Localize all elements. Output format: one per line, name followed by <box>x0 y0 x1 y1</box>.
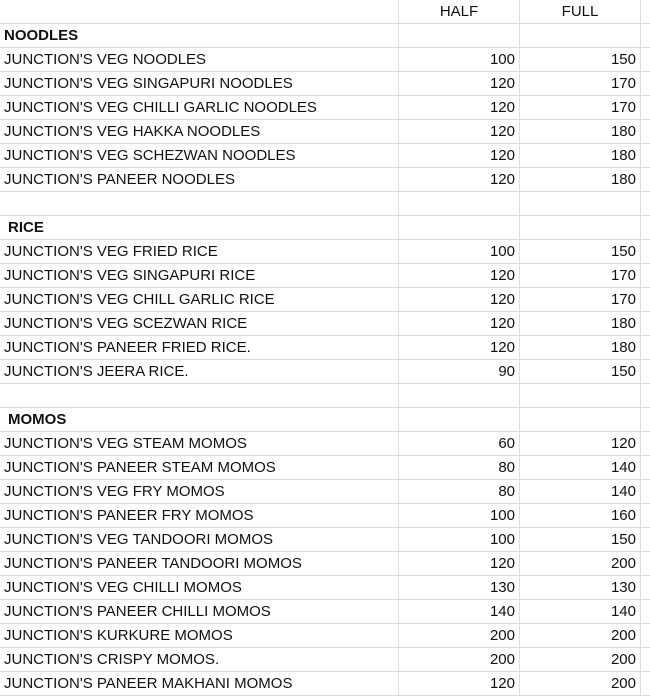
empty-cell[interactable] <box>520 384 641 407</box>
full-price-cell[interactable]: 180 <box>520 336 641 359</box>
half-price-cell[interactable]: 90 <box>399 360 520 383</box>
table-row <box>0 456 650 480</box>
table-row <box>0 504 650 528</box>
empty-cell[interactable] <box>641 480 650 503</box>
empty-cell[interactable] <box>641 600 650 623</box>
empty-cell[interactable] <box>641 120 650 143</box>
half-price-cell[interactable]: 100 <box>399 240 520 263</box>
half-price-cell[interactable]: 80 <box>399 456 520 479</box>
item-name-cell[interactable]: JUNCTION'S VEG NOODLES <box>0 48 399 71</box>
full-price-cell[interactable]: 170 <box>520 96 641 119</box>
empty-cell[interactable] <box>641 504 650 527</box>
table-row <box>0 528 650 552</box>
empty-cell[interactable] <box>641 0 650 23</box>
empty-cell[interactable] <box>641 312 650 335</box>
item-name-cell[interactable]: JUNCTION'S VEG SCHEZWAN NOODLES <box>0 144 399 167</box>
item-name-cell[interactable]: JUNCTION'S CRISPY MOMOS. <box>0 648 399 671</box>
half-price-cell[interactable]: 60 <box>399 432 520 455</box>
empty-cell[interactable] <box>641 216 650 239</box>
table-row <box>0 576 650 600</box>
item-name-cell[interactable]: JUNCTION'S PANEER CHILLI MOMOS <box>0 600 399 623</box>
empty-cell[interactable] <box>399 216 520 239</box>
item-name-cell[interactable]: JUNCTION'S PANEER FRIED RICE. <box>0 336 399 359</box>
full-price-cell[interactable]: 180 <box>520 120 641 143</box>
empty-cell[interactable] <box>520 216 641 239</box>
table-row <box>0 624 650 648</box>
empty-cell[interactable] <box>399 192 520 215</box>
item-name-cell[interactable]: JUNCTION'S VEG HAKKA NOODLES <box>0 120 399 143</box>
empty-cell[interactable] <box>641 648 650 671</box>
half-price-cell[interactable]: 120 <box>399 552 520 575</box>
item-name-cell[interactable]: JUNCTION'S VEG CHILLI GARLIC NOODLES <box>0 96 399 119</box>
item-name-cell[interactable]: JUNCTION'S PANEER NOODLES <box>0 168 399 191</box>
full-price-cell[interactable]: 150 <box>520 48 641 71</box>
empty-cell[interactable] <box>641 48 650 71</box>
full-price-cell[interactable]: 200 <box>520 624 641 647</box>
full-price-cell[interactable]: 200 <box>520 648 641 671</box>
item-name-cell[interactable]: JUNCTION'S PANEER STEAM MOMOS <box>0 456 399 479</box>
item-name-cell[interactable]: JUNCTION'S VEG SINGAPURI NOODLES <box>0 72 399 95</box>
half-price-cell[interactable]: 200 <box>399 624 520 647</box>
item-name-cell[interactable]: JUNCTION'S PANEER MAKHANI MOMOS <box>0 672 399 695</box>
half-price-cell[interactable]: 130 <box>399 576 520 599</box>
item-name-cell[interactable]: JUNCTION'S VEG SINGAPURI RICE <box>0 264 399 287</box>
table-row <box>0 48 650 72</box>
blank-row <box>0 192 650 216</box>
table-row <box>0 432 650 456</box>
empty-cell[interactable] <box>0 384 399 407</box>
empty-cell[interactable] <box>399 384 520 407</box>
half-price-cell[interactable]: 100 <box>399 528 520 551</box>
blank-row <box>0 384 650 408</box>
half-price-cell[interactable]: 120 <box>399 288 520 311</box>
full-price-cell[interactable]: 130 <box>520 576 641 599</box>
full-price-cell[interactable]: 170 <box>520 264 641 287</box>
empty-cell[interactable] <box>641 408 650 431</box>
section-title[interactable]: NOODLES <box>0 24 399 47</box>
table-row <box>0 336 650 360</box>
half-column-header[interactable]: HALF <box>399 0 520 23</box>
column-header-row <box>0 0 650 24</box>
empty-cell[interactable] <box>520 192 641 215</box>
full-price-cell[interactable]: 140 <box>520 600 641 623</box>
half-price-cell[interactable]: 120 <box>399 96 520 119</box>
half-price-cell[interactable]: 100 <box>399 504 520 527</box>
empty-cell[interactable] <box>641 336 650 359</box>
half-price-cell[interactable]: 100 <box>399 48 520 71</box>
full-column-header[interactable]: FULL <box>520 0 641 23</box>
section-header-row <box>0 24 650 48</box>
table-row <box>0 648 650 672</box>
item-column-header[interactable] <box>0 0 399 23</box>
item-name-cell[interactable]: JUNCTION'S VEG STEAM MOMOS <box>0 432 399 455</box>
empty-cell[interactable] <box>520 408 641 431</box>
item-name-cell[interactable]: JUNCTION'S PANEER FRY MOMOS <box>0 504 399 527</box>
empty-cell[interactable] <box>641 240 650 263</box>
item-name-cell[interactable]: JUNCTION'S VEG TANDOORI MOMOS <box>0 528 399 551</box>
full-price-cell[interactable]: 140 <box>520 456 641 479</box>
half-price-cell[interactable]: 120 <box>399 144 520 167</box>
half-price-cell[interactable]: 200 <box>399 648 520 671</box>
half-price-cell[interactable]: 120 <box>399 72 520 95</box>
empty-cell[interactable] <box>641 360 650 383</box>
half-price-cell[interactable]: 120 <box>399 312 520 335</box>
full-price-cell[interactable]: 160 <box>520 504 641 527</box>
table-row <box>0 72 650 96</box>
empty-cell[interactable] <box>641 96 650 119</box>
full-price-cell[interactable]: 180 <box>520 144 641 167</box>
empty-cell[interactable] <box>641 528 650 551</box>
empty-cell[interactable] <box>641 264 650 287</box>
empty-cell[interactable] <box>641 24 650 47</box>
table-row <box>0 120 650 144</box>
half-price-cell[interactable]: 120 <box>399 672 520 695</box>
half-price-cell[interactable]: 80 <box>399 480 520 503</box>
full-price-cell[interactable]: 170 <box>520 72 641 95</box>
table-row <box>0 480 650 504</box>
empty-cell[interactable] <box>641 432 650 455</box>
empty-cell[interactable] <box>641 72 650 95</box>
table-row <box>0 360 650 384</box>
empty-cell[interactable] <box>0 192 399 215</box>
item-name-cell[interactable]: JUNCTION'S VEG CHILLI MOMOS <box>0 576 399 599</box>
table-row <box>0 288 650 312</box>
full-price-cell[interactable]: 120 <box>520 432 641 455</box>
full-price-cell[interactable]: 170 <box>520 288 641 311</box>
empty-cell[interactable] <box>520 24 641 47</box>
item-name-cell[interactable]: JUNCTION'S VEG SCEZWAN RICE <box>0 312 399 335</box>
full-price-cell[interactable]: 140 <box>520 480 641 503</box>
empty-cell[interactable] <box>641 288 650 311</box>
section-title[interactable]: MOMOS <box>0 408 399 431</box>
empty-cell[interactable] <box>641 192 650 215</box>
full-price-cell[interactable]: 150 <box>520 360 641 383</box>
section-title[interactable]: RICE <box>0 216 399 239</box>
item-name-cell[interactable]: JUNCTION'S PANEER TANDOORI MOMOS <box>0 552 399 575</box>
half-price-cell[interactable]: 120 <box>399 264 520 287</box>
half-price-cell[interactable]: 120 <box>399 336 520 359</box>
item-name-cell[interactable]: JUNCTION'S JEERA RICE. <box>0 360 399 383</box>
empty-cell[interactable] <box>641 168 650 191</box>
sheet-body <box>0 24 650 696</box>
empty-cell[interactable] <box>399 24 520 47</box>
empty-cell[interactable] <box>641 144 650 167</box>
empty-cell[interactable] <box>641 456 650 479</box>
section-header-row <box>0 408 650 432</box>
empty-cell[interactable] <box>641 552 650 575</box>
table-row <box>0 240 650 264</box>
table-row <box>0 96 650 120</box>
half-price-cell[interactable]: 120 <box>399 168 520 191</box>
full-price-cell[interactable]: 180 <box>520 168 641 191</box>
table-row <box>0 312 650 336</box>
table-row <box>0 264 650 288</box>
table-row <box>0 672 650 696</box>
item-name-cell[interactable]: JUNCTION'S VEG CHILL GARLIC RICE <box>0 288 399 311</box>
half-price-cell[interactable]: 140 <box>399 600 520 623</box>
empty-cell[interactable] <box>641 624 650 647</box>
item-name-cell[interactable]: JUNCTION'S KURKURE MOMOS <box>0 624 399 647</box>
full-price-cell[interactable]: 150 <box>520 528 641 551</box>
section-header-row <box>0 216 650 240</box>
empty-cell[interactable] <box>641 384 650 407</box>
full-price-cell[interactable]: 150 <box>520 240 641 263</box>
table-row <box>0 144 650 168</box>
table-row <box>0 168 650 192</box>
table-row <box>0 552 650 576</box>
empty-cell[interactable] <box>641 672 650 695</box>
empty-cell[interactable] <box>641 576 650 599</box>
item-name-cell[interactable]: JUNCTION'S VEG FRIED RICE <box>0 240 399 263</box>
full-price-cell[interactable]: 180 <box>520 312 641 335</box>
empty-cell[interactable] <box>399 408 520 431</box>
full-price-cell[interactable]: 200 <box>520 672 641 695</box>
half-price-cell[interactable]: 120 <box>399 120 520 143</box>
table-row <box>0 600 650 624</box>
item-name-cell[interactable]: JUNCTION'S VEG FRY MOMOS <box>0 480 399 503</box>
full-price-cell[interactable]: 200 <box>520 552 641 575</box>
